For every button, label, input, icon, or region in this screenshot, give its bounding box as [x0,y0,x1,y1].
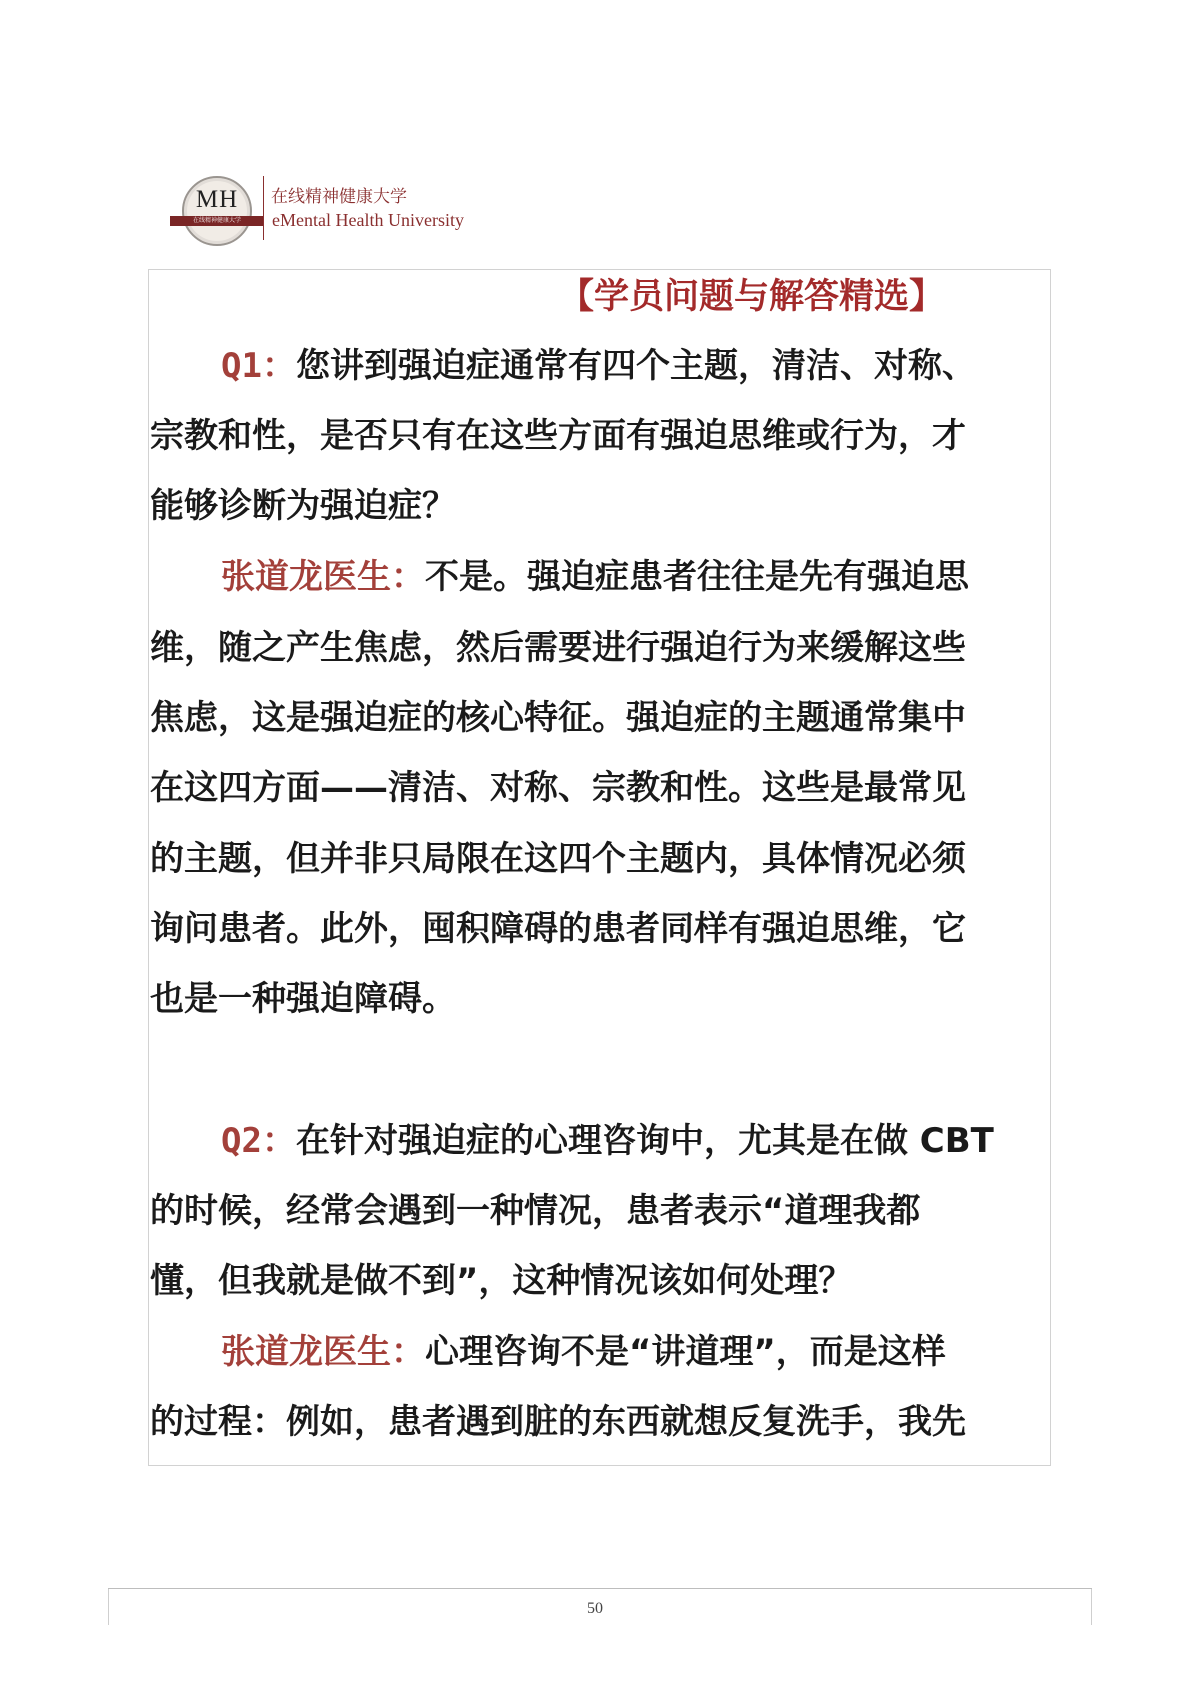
a1-line-1 [221,556,969,598]
seal-ribbon: 在线精神健康大学 [170,216,264,226]
a2-text-1: 心理咨询不是“讲道理”，而是这样 [425,1332,946,1372]
header-logo [170,170,500,250]
q2-line-2: 的时候，经常会遇到一种情况，患者表示“道理我都 [150,1191,921,1231]
university-seal-logo [182,176,252,246]
q1-line-2: 宗教和性，是否只有在这些方面有强迫思维或行为，才 [150,416,966,456]
q1-text-1: 您讲到强迫症通常有四个主题，清洁、对称、 [295,346,976,386]
a1-line-6: 询问患者。此外，囤积障碍的患者同样有强迫思维，它 [150,909,966,949]
q2-label: Q2： [221,1121,296,1161]
a1-label: 张道龙医生： [221,557,425,597]
q1-label: Q1： [221,346,296,386]
logo-divider [263,176,264,240]
seal-initials: MH [195,186,239,213]
a1-line-3: 焦虑，这是强迫症的核心特征。强迫症的主题通常集中 [150,698,966,738]
a1-line-7: 也是一种强迫障碍。 [150,979,456,1019]
q2-line-3: 懂，但我就是做不到”，这种情况该如何处理？ [150,1261,853,1301]
logo-english-name: eMental Health University [272,210,464,230]
q2-line-1 [221,1120,994,1162]
a2-line-2: 的过程：例如，患者遇到脏的东西就想反复洗手，我先 [150,1402,966,1442]
logo-chinese-name: 在线精神健康大学 [271,187,407,207]
page-number: 50 [587,1600,603,1617]
a2-line-1 [221,1331,946,1373]
q1-line-3: 能够诊断为强迫症？ [150,486,456,526]
section-title: 【学员问题与解答精选】 [559,277,945,317]
q2-text-1: 在针对强迫症的心理咨询中，尤其是在做 CBT [295,1121,994,1161]
footer-rule [108,1588,1092,1589]
a2-label: 张道龙医生： [221,1332,425,1372]
a1-line-4: 在这四方面——清洁、对称、宗教和性。这些是最常见 [150,768,966,808]
q1-line-1 [221,345,976,387]
a1-line-2: 维，随之产生焦虑，然后需要进行强迫行为来缓解这些 [150,628,966,668]
a1-line-5: 的主题，但并非只局限在这四个主题内，具体情况必须 [150,839,966,879]
a1-text-1: 不是。强迫症患者往往是先有强迫思 [425,557,969,597]
